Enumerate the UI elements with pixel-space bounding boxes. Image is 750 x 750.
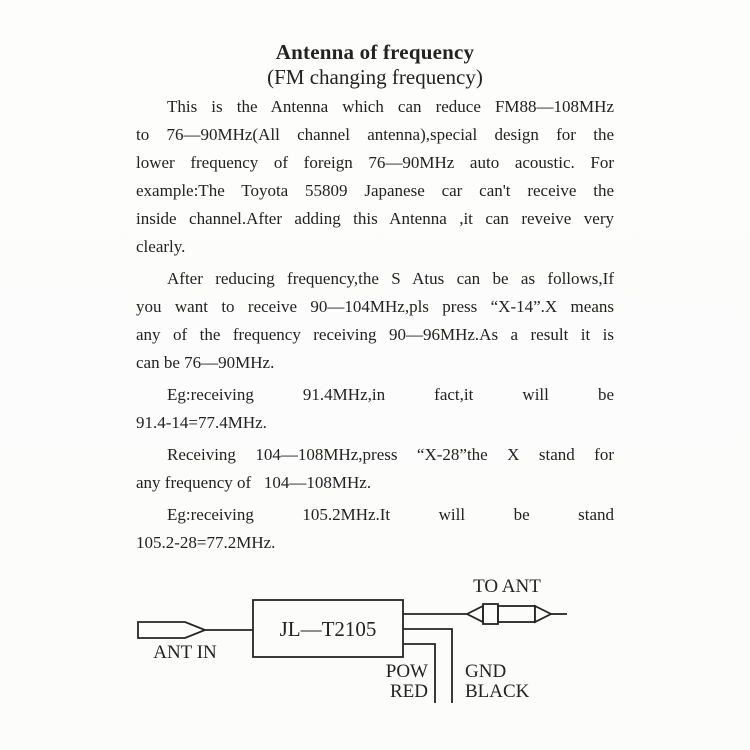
pow-label: POW [385, 661, 428, 682]
black-label: BLACK [465, 681, 530, 702]
body-line: clearly. [136, 237, 186, 256]
converter-box-label: JL—T2105 [279, 617, 377, 641]
body-line: This is the Antenna which can reduce FM88—108MHz [167, 97, 614, 116]
to-ant-connector-barrel [498, 606, 535, 622]
red-label: RED [390, 681, 428, 702]
body-text [136, 93, 614, 557]
body-line: any of the frequency receiving 90—96MHz.As a result it is [136, 325, 614, 344]
body-line: example:The Toyota 55809 Japanese car can't receive the [136, 181, 614, 200]
body-line: Eg:receiving 105.2MHz.It will be stand [167, 505, 614, 524]
body-line: to 76—90MHz(All channel antenna),special design for the [136, 125, 614, 144]
to-ant-connector-left-arrow-icon [467, 606, 483, 622]
body-line: lower frequency of foreign 76—90MHz auto acoustic. For [136, 153, 614, 172]
ant-in-connector-icon [138, 622, 205, 638]
body-line: 105.2-28=77.2MHz. [136, 533, 276, 552]
body-line: you want to receive 90—104MHz,pls press “X-14”.X means [136, 297, 614, 316]
antenna-wiring-diagram [125, 568, 585, 718]
body-line: Eg:receiving 91.4MHz,in fact,it will be [167, 385, 614, 404]
gnd-label: GND [465, 661, 507, 682]
body-line: inside channel.After adding this Antenna ,it can reveive very [136, 209, 614, 228]
body-line: Receiving 104—108MHz,press “X-28”the X stand for [167, 445, 614, 464]
to-ant-connector-square [483, 604, 498, 624]
ant-in-label: ANT IN [153, 642, 217, 663]
body-line: any frequency of 104—108MHz. [136, 473, 372, 492]
body-line: 91.4-14=77.4MHz. [136, 413, 267, 432]
body-line: can be 76—90MHz. [136, 353, 275, 372]
page-subtitle: (FM changing frequency) [267, 65, 483, 89]
body-line: After reducing frequency,the S Atus can be as follows,If [167, 269, 614, 288]
to-ant-label: TO ANT [473, 576, 541, 597]
page-title: Antenna of frequency [275, 40, 475, 64]
to-ant-connector-right-arrow-icon [535, 606, 551, 622]
